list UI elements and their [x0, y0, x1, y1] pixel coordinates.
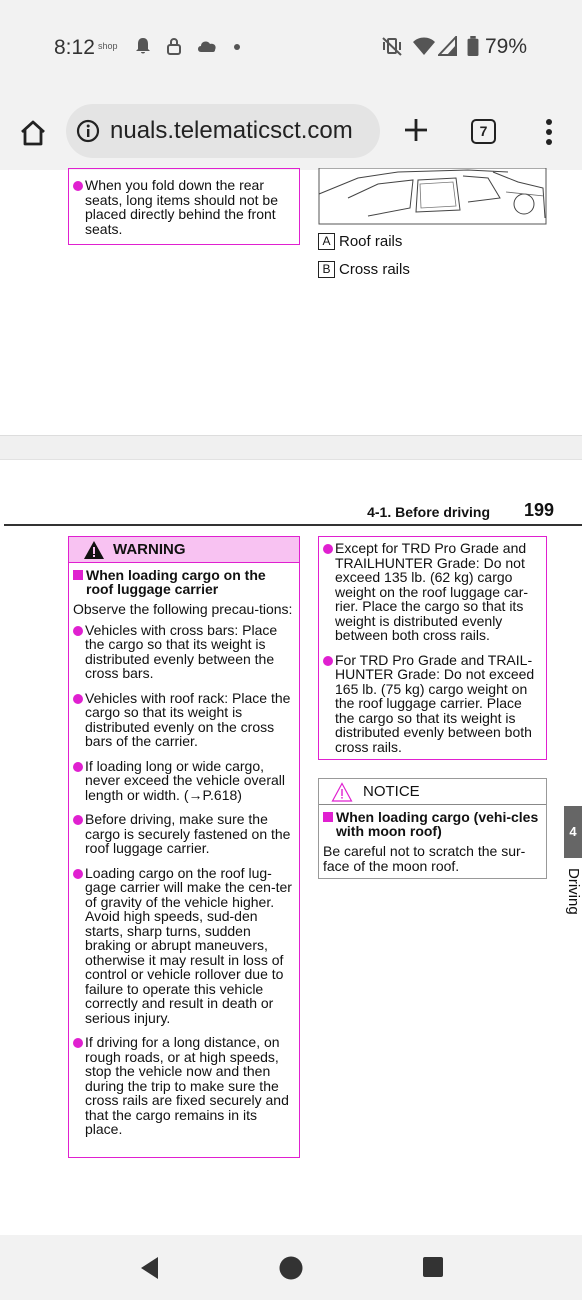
- warning-box-right: [318, 536, 547, 760]
- chapter-tab: 4: [564, 806, 582, 858]
- system-nav-bar: [0, 1235, 582, 1300]
- notice-heading: When loading cargo (vehi-cles with moon roof): [323, 810, 540, 838]
- recents-nav-icon[interactable]: [422, 1256, 444, 1278]
- warning-header: [69, 537, 299, 563]
- notice-title: NOTICE: [363, 783, 420, 800]
- page-number: 199: [523, 500, 554, 520]
- warning-triangle-icon: [83, 540, 105, 560]
- manual-page-199: [0, 460, 582, 1235]
- new-tab-icon[interactable]: [402, 116, 430, 144]
- battery-percent: 79%: [485, 35, 528, 58]
- list-item: For TRD Pro Grade and TRAIL-HUNTER Grade: Do not exceed 165 lb. (75 kg) cargo weight on the roof luggage carrier. Place the cargo so that its weight is distributed evenly between both cross rails.: [323, 653, 538, 755]
- manual-page-previous: [0, 170, 582, 435]
- list-item: Vehicles with roof rack: Place the cargo so that its weight is distributed evenly on the cross bars of the carrier.: [73, 691, 293, 749]
- notice-body: Be careful not to scratch the sur-face of the moon roof.: [323, 843, 526, 874]
- list-item: If loading long or wide cargo, never exceed the vehicle overall length or width. (→P.618): [73, 759, 293, 803]
- list-item: If driving for a long distance, on rough roads, or at high speeds, stop the vehicle now and then during the trip to make sure the cross rails are fixed securely and that the cargo remains in its place.: [73, 1035, 293, 1137]
- cell-signal-icon: [438, 36, 458, 56]
- site-info-icon[interactable]: [76, 119, 100, 143]
- battery-icon: [466, 36, 480, 56]
- shop-notification-badge: shop: [98, 41, 118, 51]
- page-divider: [0, 435, 582, 460]
- list-item: Before driving, make sure the cargo is securely fastened on the roof luggage carrier.: [73, 812, 293, 856]
- list-item: Vehicles with cross bars: Place the cargo so that its weight is distributed evenly between the cross bars.: [73, 623, 293, 681]
- home-nav-icon[interactable]: [278, 1255, 304, 1281]
- warning-title: WARNING: [113, 541, 186, 558]
- address-bar[interactable]: [66, 104, 380, 158]
- status-time: 8:12: [54, 36, 95, 59]
- warning-heading: When loading cargo on the roof luggage carrier: [73, 568, 293, 596]
- lock-icon: [164, 36, 184, 56]
- vibrate-off-icon: [380, 36, 404, 56]
- url-text: nuals.telematicsct.com: [110, 117, 353, 144]
- section-title: 4-1. Before driving: [367, 504, 490, 520]
- browser-toolbar: [0, 92, 582, 170]
- more-menu-icon[interactable]: [544, 117, 554, 147]
- list-item: Except for TRD Pro Grade and TRAILHUNTER Grade: Do not exceed 135 lb. (62 kg) cargo weight on the roof luggage car-rier. Place the cargo so that its weight is distributed evenly between both cross rails.: [323, 541, 538, 643]
- warning-box-continued: [68, 168, 300, 245]
- cloud-icon: [195, 36, 219, 56]
- roof-rails-illustration: [318, 168, 547, 225]
- home-icon[interactable]: [18, 118, 48, 148]
- chapter-label: Driving: [565, 868, 582, 915]
- notice-triangle-icon: [331, 782, 353, 802]
- notice-box: [318, 778, 547, 879]
- tab-switcher-button[interactable]: 7: [471, 119, 496, 144]
- legend-item-a: A Roof rails: [318, 233, 402, 250]
- back-nav-icon[interactable]: [138, 1255, 162, 1281]
- warning-box: [68, 536, 300, 1158]
- notification-dot-icon: [234, 44, 240, 50]
- list-item: When you fold down the rear seats, long items should not be placed directly behind the front seats.: [73, 178, 291, 236]
- wifi-icon: [412, 36, 436, 56]
- warning-intro: Observe the following precau-tions:: [73, 601, 293, 617]
- status-bar: [0, 0, 582, 92]
- header-rule: [4, 524, 582, 526]
- list-item: Loading cargo on the roof lug-gage carrier will make the cen-ter of gravity of the vehicle higher. Avoid high speeds, sud-den starts, sharp turns, sudden braking or abrupt maneuvers, otherwise it may result in loss of control or vehicle rollover due to failure to operate this vehicle correctly and result in death or serious injury.: [73, 866, 293, 1026]
- notice-header: [319, 779, 546, 805]
- legend-item-b: B Cross rails: [318, 261, 410, 278]
- bell-icon: [133, 36, 153, 56]
